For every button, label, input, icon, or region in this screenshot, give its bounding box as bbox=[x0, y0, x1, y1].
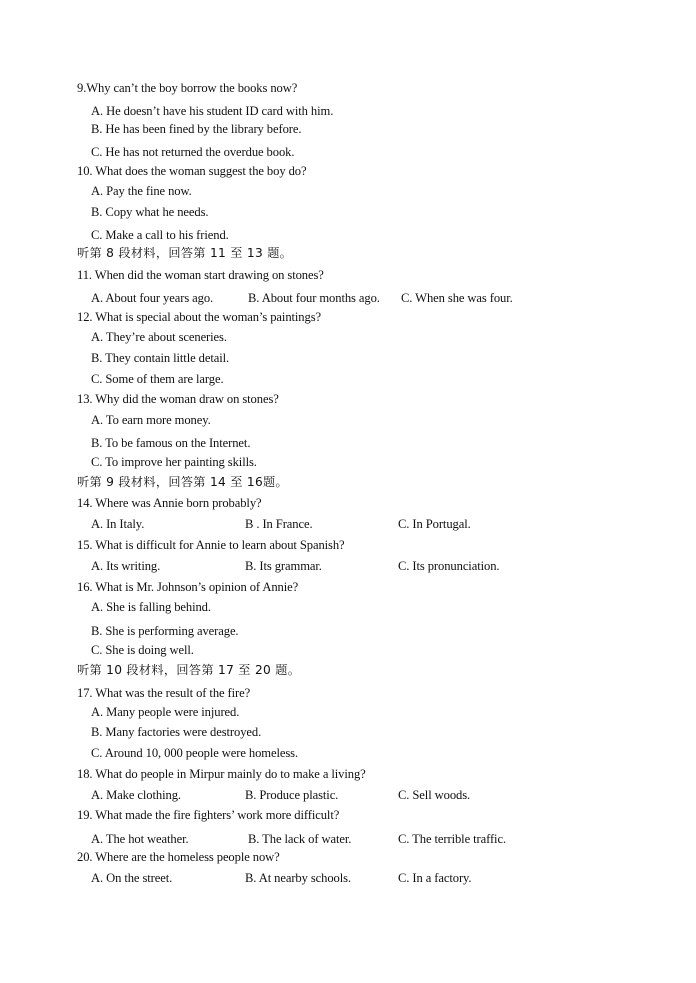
question-15-option-b: B. Its grammar. bbox=[245, 559, 322, 573]
question-16-option-a: A. She is falling behind. bbox=[91, 600, 211, 614]
question-10-stem: 10. What does the woman suggest the boy do? bbox=[77, 164, 307, 178]
question-19-stem: 19. What made the fire fighters’ work more difficult? bbox=[77, 808, 340, 822]
question-19-option-a: A. The hot weather. bbox=[91, 832, 189, 846]
question-11-stem: 11. When did the woman start drawing on stones? bbox=[77, 268, 324, 282]
question-13-stem: 13. Why did the woman draw on stones? bbox=[77, 392, 279, 406]
question-10-option-a: A. Pay the fine now. bbox=[91, 184, 192, 198]
question-17-stem: 17. What was the result of the fire? bbox=[77, 686, 251, 700]
question-12-stem: 12. What is special about the woman’s paintings? bbox=[77, 310, 321, 324]
question-19-option-b: B. The lack of water. bbox=[248, 832, 352, 846]
question-11-option-b: B. About four months ago. bbox=[248, 291, 380, 305]
question-15-stem: 15. What is difficult for Annie to learn about Spanish? bbox=[77, 538, 345, 552]
question-12-option-c: C. Some of them are large. bbox=[91, 372, 224, 386]
question-11-option-a: A. About four years ago. bbox=[91, 291, 214, 305]
question-17-option-b: B. Many factories were destroyed. bbox=[91, 725, 262, 739]
question-16-stem: 16. What is Mr. Johnson’s opinion of Annie? bbox=[77, 580, 299, 594]
question-16-option-c: C. She is doing well. bbox=[91, 643, 194, 657]
question-13-option-a: A. To earn more money. bbox=[91, 413, 211, 427]
question-17-option-a: A. Many people were injured. bbox=[91, 705, 240, 719]
question-14-stem: 14. Where was Annie born probably? bbox=[77, 496, 262, 510]
question-10-option-b: B. Copy what he needs. bbox=[91, 205, 209, 219]
question-9-stem: 9.Why can’t the boy borrow the books now? bbox=[77, 81, 298, 95]
question-14-option-c: C. In Portugal. bbox=[398, 517, 471, 531]
question-20-stem: 20. Where are the homeless people now? bbox=[77, 850, 280, 864]
question-13-option-c: C. To improve her painting skills. bbox=[91, 455, 257, 469]
section-10-heading: 听第 10 段材料，回答第 17 至 20 题。 bbox=[77, 663, 301, 677]
question-18-option-c: C. Sell woods. bbox=[398, 788, 471, 802]
question-18-option-b: B. Produce plastic. bbox=[245, 788, 339, 802]
question-20-option-c: C. In a factory. bbox=[398, 871, 472, 885]
question-18-stem: 18. What do people in Mirpur mainly do to make a living? bbox=[77, 767, 366, 781]
section-9-heading: 听第 9 段材料，回答第 14 至 16题。 bbox=[77, 475, 288, 489]
question-20-option-b: B. At nearby schools. bbox=[245, 871, 351, 885]
question-11-option-c: C. When she was four. bbox=[401, 291, 513, 305]
question-14-option-a: A. In Italy. bbox=[91, 517, 145, 531]
question-10-option-c: C. Make a call to his friend. bbox=[91, 228, 229, 242]
question-15-option-a: A. Its writing. bbox=[91, 559, 161, 573]
question-17-option-c: C. Around 10, 000 people were homeless. bbox=[91, 746, 299, 760]
question-20-option-a: A. On the street. bbox=[91, 871, 173, 885]
question-16-option-b: B. She is performing average. bbox=[91, 624, 239, 638]
question-13-option-b: B. To be famous on the Internet. bbox=[91, 436, 251, 450]
question-14-option-b: B . In France. bbox=[245, 517, 313, 531]
question-9-option-b: B. He has been fined by the library before. bbox=[91, 122, 302, 136]
question-15-option-c: C. Its pronunciation. bbox=[398, 559, 500, 573]
question-12-option-a: A. They’re about sceneries. bbox=[91, 330, 227, 344]
question-12-option-b: B. They contain little detail. bbox=[91, 351, 230, 365]
question-18-option-a: A. Make clothing. bbox=[91, 788, 181, 802]
question-19-option-c: C. The terrible traffic. bbox=[398, 832, 506, 846]
question-9-option-c: C. He has not returned the overdue book. bbox=[91, 145, 295, 159]
section-8-heading: 听第 8 段材料，回答第 11 至 13 题。 bbox=[77, 246, 293, 260]
question-9-option-a: A. He doesn’t have his student ID card with him. bbox=[91, 104, 334, 118]
